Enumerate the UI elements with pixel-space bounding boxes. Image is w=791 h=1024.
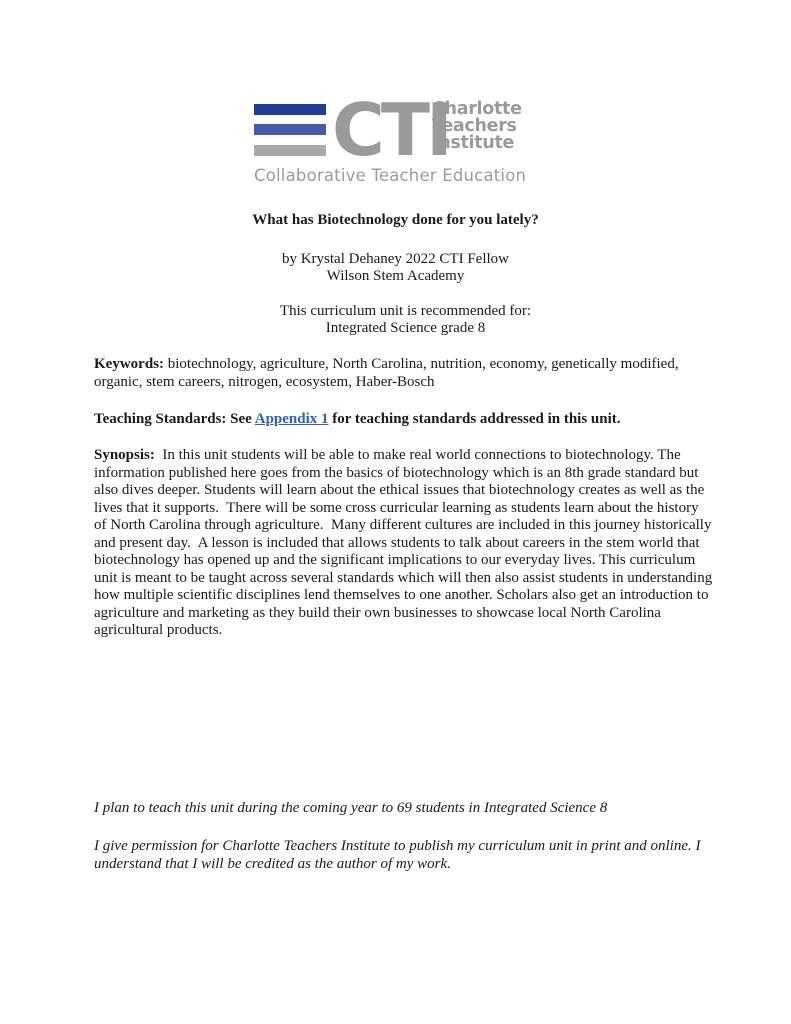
author-byline: by Krystal Dehaney 2022 CTI Fellow: [281, 251, 510, 267]
logo-name-line: Teachers: [432, 116, 517, 136]
logo-bar-medium-blue: [254, 124, 326, 135]
publication-permission-statement: I give permission for Charlotte Teachers Institute to publish my curriculum unit in print and online. I understand that I will be credited as the author of my work.: [94, 838, 701, 872]
cti-logo: [254, 88, 544, 190]
logo-bar-gray: [254, 145, 326, 156]
appendix-1-link[interactable]: Appendix 1: [254, 411, 329, 427]
logo-name-line: Institute: [432, 133, 515, 153]
document-title: What has Biotechnology done for you lately?: [252, 212, 539, 228]
standards-label: Teaching Standards: See: [94, 411, 255, 427]
recommended-for: Integrated Science grade 8: [325, 320, 486, 336]
keywords-text: biotechnology, agriculture, North Carolina, nutrition, economy, genetically modified, organic, stem careers, nitrogen, ecosystem, Haber-Bosch: [94, 356, 679, 390]
recommendation-block: [10, 303, 791, 337]
synopsis-label: Synopsis:: [94, 447, 155, 463]
teaching-standards-paragraph: [94, 411, 714, 429]
keywords-label: Keywords:: [94, 356, 164, 372]
school-name: Wilson Stem Academy: [326, 268, 465, 284]
recommended-label: This curriculum unit is recommended for:: [279, 303, 532, 319]
synopsis-text: In this unit students will be able to make real world connections to biotechnology. The information published here goes from the basics of biotechnology which is an 8th grade standard but also dives deeper. Students will learn about the ethical issues that biotechnology creates as well as the lives that it supports. There will be some cross curricular learning as students learn about the history of North Carolina through agriculture. Many different cultures are included in this journey historically and present day. A lesson is included that allows students to talk about careers in the stem world that biotechnology has opened up and the significant implications to our everyday lives. This curriculum unit is meant to be taught across several standards which will then also assist students in understanding how multiple scientific disciplines lend themselves to one another. Scholars also get an introduction to agriculture and marketing as they build their own businesses to showcase local North Carolina agricultural products.: [94, 447, 716, 638]
standards-suffix: for teaching standards addressed in this unit.: [328, 411, 621, 427]
logo-bar-dark-blue: [254, 104, 326, 115]
logo-tagline: Collaborative Teacher Education: [254, 166, 527, 185]
logo-letters: CTI: [332, 88, 449, 172]
teaching-plan-statement: I plan to teach this unit during the coming year to 69 students in Integrated Science 8: [94, 800, 608, 816]
keywords-paragraph: [94, 356, 714, 391]
synopsis-paragraph: [94, 447, 714, 640]
logo-name-line: Charlotte: [432, 99, 522, 119]
logo-name: [432, 101, 522, 152]
byline-block: [0, 251, 791, 285]
